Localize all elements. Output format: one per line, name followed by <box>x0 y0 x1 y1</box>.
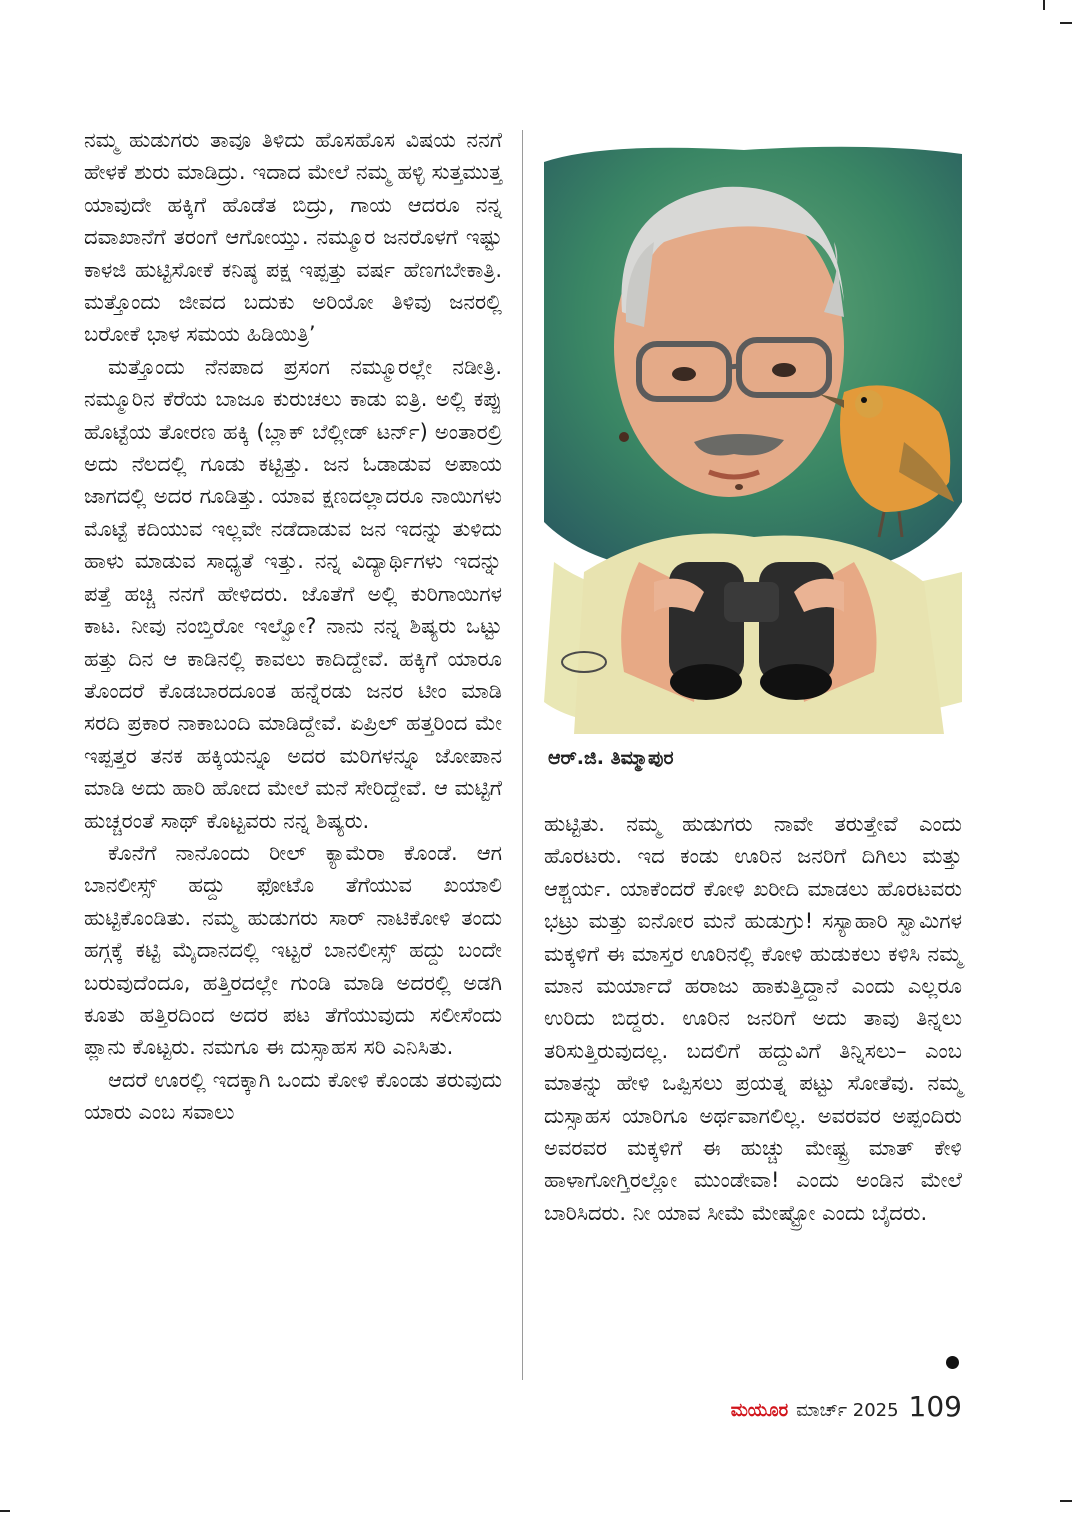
crop-mark-right-upper <box>1060 22 1072 24</box>
right-column <box>544 808 962 1229</box>
page-footer <box>731 1390 962 1423</box>
paragraph: ಕೊನೆಗೆ ನಾನೊಂದು ರೀಲ್ ಕ್ಯಾಮೆರಾ ಕೊಂಡೆ. ಆಗ ಬಾನಲೀಸ್ಸ್ ಹದ್ದು ಫೋಟೊ ತೆಗೆಯುವ ಖಯಾಲಿ ಹುಟ್ಟಿಕೊಂಡಿತು. ನಮ್ಮ ಹುಡುಗರು ಸಾರ್ ನಾಟಿಕೋಳಿ ತಂದು ಹಗ್ಗಕ್ಕೆ ಕಟ್ಟಿ ಮೈದಾನದಲ್ಲಿ ಇಟ್ಟರೆ ಬಾನಲೀಸ್ಸ್ ಹದ್ದು ಬಂದೇ ಬರುವುದೆಂದೂ, ಹತ್ತಿರದಲ್ಲೇ ಗುಂಡಿ ಮಾಡಿ ಅದರಲ್ಲಿ ಅಡಗಿ ಕೂತು ಹತ್ತಿರದಿಂದ ಅದರ ಪಟ ತೆಗೆಯುವುದು ಸಲೀಸೆಂದು ಪ್ಲಾನು ಕೊಟ್ಟರು. ನಮಗೂ ಈ ದುಸ್ಸಾಹಸ ಸರಿ ಎನಿಸಿತು. <box>84 840 502 1060</box>
paragraph: ಆದರೆ ಊರಲ್ಲಿ ಇದಕ್ಕಾಗಿ ಒಂದು ಕೋಳಿ ಕೊಂಡು ತರುವುದು ಯಾರು ಎಂಬ ಸವಾಲು <box>84 1067 502 1125</box>
magazine-logo: ಮಯೂರ <box>730 1400 789 1421</box>
paragraph: ಹುಟ್ಟಿತು. ನಮ್ಮ ಹುಡುಗರು ನಾವೇ ತರುತ್ತೇವೆ ಎಂದು ಹೊರಟರು. ಇದ ಕಂಡು ಊರಿನ ಜನರಿಗೆ ದಿಗಿಲು ಮತ್ತು ಆಶ್ಚರ್ಯ. ಯಾಕೆಂದರೆ ಕೋಳಿ ಖರೀದಿ ಮಾಡಲು ಹೊರಟವರು ಭಟ್ರು ಮತ್ತು ಐನೋರ ಮನೆ ಹುಡುಗ್ರು! ಸಸ್ಯಾಹಾರಿ ಸ್ವಾಮಿಗಳ ಮಕ್ಕಳಿಗೆ ಈ ಮಾಸ್ತರ ಊರಿನಲ್ಲಿ ಕೋಳಿ ಹುಡುಕಲು ಕಳಿಸಿ ನಮ್ಮ ಮಾನ ಮರ್ಯಾದೆ ಹರಾಜು ಹಾಕುತ್ತಿದ್ದಾನೆ ಎಂದು ಎಲ್ಲರೂ ಉರಿದು ಬಿದ್ದರು. ಊರಿನ ಜನರಿಗೆ ಅದು ತಾವು ತಿನ್ನಲು ತರಿಸುತ್ತಿರುವುದಲ್ಲ. ಬದಲಿಗೆ ಹದ್ದುವಿಗೆ ತಿನ್ನಿಸಲು– ಎಂಬ ಮಾತನ್ನು ಹೇಳಿ ಒಪ್ಪಿಸಲು ಪ್ರಯತ್ನ ಪಟ್ಟು ಸೋತೆವು. ನಮ್ಮ ದುಸ್ಸಾಹಸ ಯಾರಿಗೂ ಅರ್ಥವಾಗಲಿಲ್ಲ. ಅವರವರ ಅಪ್ಪಂದಿರು ಅವರವರ ಮಕ್ಕಳಿಗೆ ಈ ಹುಚ್ಚು ಮೇಷ್ಟ್ರ ಮಾತ್ ಕೇಳಿ ಹಾಳಾಗೋಗ್ತಿರಲ್ಲೋ ಮುಂಡೇವಾ! ಎಂದು ಅಂಡಿನ ಮೇಲೆ ಬಾರಿಸಿದರು. ನೀ ಯಾವ ಸೀಮೆ ಮೇಷ್ಟ್ರೋ ಎಂದು ಬೈದರು. <box>544 812 962 1225</box>
crop-mark-top-right <box>1043 0 1045 10</box>
column-divider <box>522 130 523 1380</box>
left-column <box>84 124 502 1129</box>
issue-date: ಮಾರ್ಚ್ 2025 <box>796 1400 899 1421</box>
portrait-illustration <box>544 142 962 734</box>
paragraph: ನಮ್ಮ ಹುಡುಗರು ತಾವೂ ತಿಳಿದು ಹೊಸಹೊಸ ವಿಷಯ ನನಗೆ ಹೇಳಕೆ ಶುರು ಮಾಡಿದ್ರು. ಇದಾದ ಮೇಲೆ ನಮ್ಮ ಹಳ್ಳಿ ಸುತ್ತಮುತ್ತ ಯಾವುದೇ ಹಕ್ಕಿಗೆ ಹೊಡೆತ ಬಿದ್ರು, ಗಾಯ ಆದರೂ ನನ್ನ ದವಾಖಾನೆಗೆ ತರಂಗೆ ಆಗೋಯ್ತು. ನಮ್ಮೂರ ಜನರೊಳಗೆ ಇಷ್ಟು ಕಾಳಜಿ ಹುಟ್ಟಿಸೋಕೆ ಕನಿಷ್ಠ ಪಕ್ಷ ಇಪ್ಪತ್ತು ವರ್ಷ ಹೆಣಗಬೇಕಾತ್ರಿ. ಮತ್ತೊಂದು ಜೀವದ ಬದುಕು ಅರಿಯೋ ತಿಳಿವು ಜನರಲ್ಲಿ ಬರೋಕೆ ಭಾಳ ಸಮಯ ಹಿಡಿಯಿತ್ರಿ’ <box>84 128 502 347</box>
end-of-article-icon <box>946 1356 959 1369</box>
crop-mark-bottom-right <box>1060 1500 1072 1502</box>
crop-mark-bottom-left <box>0 1510 10 1512</box>
illustration-caption: ಆರ್.ಜಿ. ತಿಮ್ಮಾಪುರ <box>548 747 674 769</box>
paragraph: ಮತ್ತೊಂದು ನೆನಪಾದ ಪ್ರಸಂಗ ನಮ್ಮೂರಲ್ಲೇ ನಡೀತ್ರಿ. ನಮ್ಮೂರಿನ ಕೆರೆಯ ಬಾಜೂ ಕುರುಚಲು ಕಾಡು ಐತ್ರಿ. ಅಲ್ಲಿ ಕಪ್ಪು ಹೊಟ್ಟೆಯ ತೋರಣ ಹಕ್ಕಿ (ಬ್ಲಾಕ್ ಬೆಲ್ಲೀಡ್ ಟರ್ನ್) ಅಂತಾರಲ್ರಿ ಅದು ನೆಲದಲ್ಲಿ ಗೂಡು ಕಟ್ಟಿತ್ತು. ಜನ ಓಡಾಡುವ ಅಪಾಯ ಜಾಗದಲ್ಲಿ ಅದರ ಗೂಡಿತ್ತು. ಯಾವ ಕ್ಷಣದಲ್ಲಾದರೂ ನಾಯಿಗಳು ಮೊಟ್ಟೆ ಕದಿಯುವ ಇಲ್ಲವೇ ನಡೆದಾಡುವ ಜನ ಇದನ್ನು ತುಳಿದು ಹಾಳು ಮಾಡುವ ಸಾಧ್ಯತೆ ಇತ್ತು. ನನ್ನ ವಿದ್ಯಾರ್ಥಿಗಳು ಇದನ್ನು ಪತ್ತೆ ಹಚ್ಚಿ ನನಗೆ ಹೇಳಿದರು. ಜೊತೆಗೆ ಅಲ್ಲಿ ಕುರಿಗಾಯಿಗಳ ಕಾಟ. ನೀವು ನಂಬ್ತಿರೋ ಇಲ್ವೋ? ನಾನು ನನ್ನ ಶಿಷ್ಯರು ಒಟ್ಟು ಹತ್ತು ದಿನ ಆ ಕಾಡಿನಲ್ಲಿ ಕಾವಲು ಕಾದಿದ್ದೇವೆ. ಹಕ್ಕಿಗೆ ಯಾರೂ ತೊಂದರೆ ಕೊಡಬಾರದೂಂತ ಹನ್ನೆರಡು ಜನರ ಟೀಂ ಮಾಡಿ ಸರದಿ ಪ್ರಕಾರ ನಾಕಾಬಂದಿ ಮಾಡಿದ್ದೇವೆ. ಏಪ್ರಿಲ್ ಹತ್ತರಿಂದ ಮೇ ಇಪ್ಪತ್ತರ ತನಕ ಹಕ್ಕಿಯನ್ನೂ ಅದರ ಮರಿಗಳನ್ನೂ ಜೋಪಾನ ಮಾಡಿ ಅದು ಹಾರಿ ಹೋದ ಮೇಲೆ ಮನೆ ಸೇರಿದ್ದೇವೆ. ಆ ಮಟ್ಟಿಗೆ ಹುಚ್ಚರಂತೆ ಸಾಥ್ ಕೊಟ್ಟವರು ನನ್ನ ಶಿಷ್ಯರು. <box>84 354 502 833</box>
page-number: 109 <box>908 1390 962 1423</box>
